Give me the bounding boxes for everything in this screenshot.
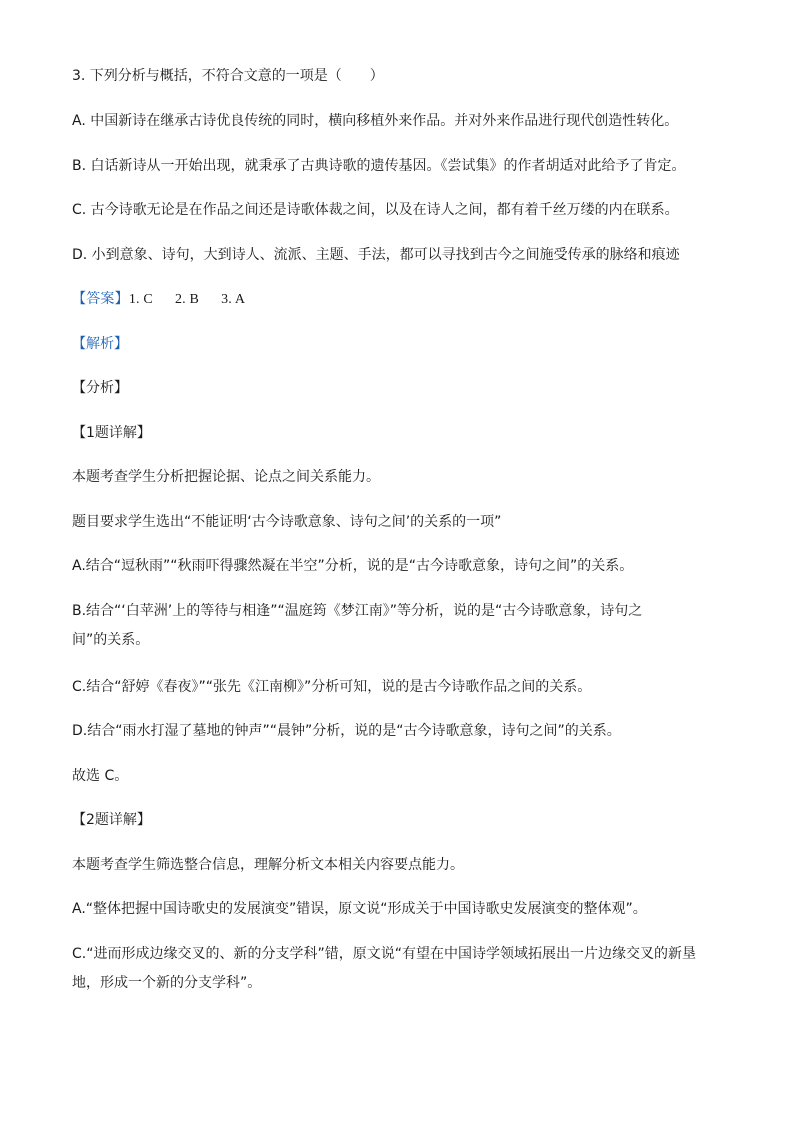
detail-1-line: 本题考查学生分析把握论据、论点之间关系能力。	[72, 469, 380, 485]
detail-2-line: 本题考查学生筛选整合信息，理解分析文本相关内容要点能力。	[72, 857, 464, 873]
detail-2-line: C.“进而形成边缘交叉的、新的分支学科”错，原文说“有望在中国诗学领域拓展出一片边缘交叉的新垦	[72, 946, 696, 962]
option-a: A. 中国新诗在继承古诗优良传统的同时，横向移植外来作品。并对外来作品进行现代创造性转化。	[72, 113, 679, 129]
detail-1-line: A.结合“逗秋雨”“秋雨吓得骤然凝在半空”分析，说的是“古今诗歌意象，诗句之间”的关系。	[72, 558, 634, 574]
option-d: D. 小到意象、诗句，大到诗人、流派、主题、手法，都可以寻找到古今之间施受传承的脉络和痕迹	[72, 247, 680, 263]
fenxi-heading: 【分析】	[72, 380, 128, 396]
detail-2-line: A.“整体把握中国诗歌史的发展演变”错误，原文说“形成关于中国诗歌史发展演变的整体观”。	[72, 901, 647, 917]
detail-1-line: C.结合“舒婷《春夜》”“张先《江南柳》”分析可知，说的是古今诗歌作品之间的关系。	[72, 679, 592, 695]
detail-1-line: 题目要求学生选出“不能证明‘古今诗歌意象、诗句之间’的关系的一项”	[72, 514, 502, 530]
detail-1-heading: 【1题详解】	[72, 425, 151, 441]
detail-1-line: B.结合“‘白苹洲’上的等待与相逢”“温庭筠《梦江南》”等分析，说的是“古今诗歌意象，诗句之	[72, 603, 643, 619]
answer-line	[72, 289, 744, 310]
detail-1-line: D.结合“雨水打湿了墓地的钟声”“晨钟”分析，说的是“古今诗歌意象，诗句之间”的关系。	[72, 723, 621, 739]
question-3-stem: 3. 下列分析与概括，不符合文意的一项是（ ）	[72, 68, 384, 84]
answer-item: 3. A	[221, 292, 246, 307]
detail-1-line: 故选 C。	[72, 768, 129, 784]
option-b: B. 白话新诗从一开始出现，就秉承了古典诗歌的遗传基因。《尝试集》的作者胡适对此给予了肯定。	[72, 158, 686, 174]
analysis-tag: 【解析】	[72, 336, 128, 352]
detail-1-line: 间”的关系。	[72, 632, 150, 648]
answer-item: 2. B	[174, 292, 200, 307]
detail-2-line: 地，形成一个新的分支学科”。	[72, 975, 262, 991]
option-c: C. 古今诗歌无论是在作品之间还是诗歌体裁之间，以及在诗人之间，都有着千丝万缕的内在联系。	[72, 202, 679, 218]
answer-item: 1. C	[128, 292, 153, 307]
answer-tag: 【答案】	[72, 291, 129, 307]
detail-2-heading: 【2题详解】	[72, 812, 151, 828]
